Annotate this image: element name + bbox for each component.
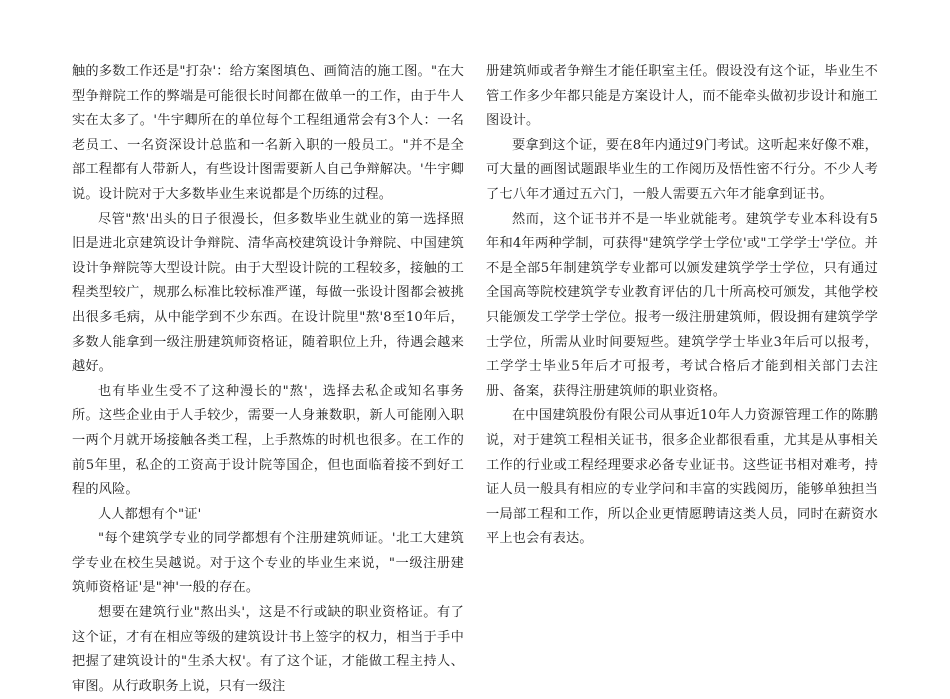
paragraph: 触的多数工作还是"打杂'：给方案图填色、画简洁的施工图。"在大型争辩院工作的弊端是可能很长时间都在做单一的工作，由于牛人实在太多了。'牛宇卿所在的单位每个工程组通常会有3个人：一名老员工、一名资深设计总监和一名新入职的一般员工。"并不是全部工程都有人带新人，有些设计图需要新人自己争辩解决。'牛宇卿说。设计院对于大多数毕业生来说都是个历练的过程。	[72, 64, 464, 202]
right-text-column	[486, 60, 878, 552]
left-text-column	[72, 60, 464, 699]
paragraph: 册建筑师或者争辩生才能任职室主任。假设没有这个证，毕业生不管工作多少年都只能是方案设计人，而不能牵头做初步设计和施工图设计。	[486, 64, 878, 129]
paragraph: 要拿到这个证，要在8年内通过9门考试。这听起来好像不难，可大量的画图试题跟毕业生的工作阅历及悟性密不行分。不少人考了七八年才通过五六门，一般人需要五六年才能拿到证书。	[486, 137, 878, 202]
paragraph: 在中国建筑股份有限公司从事近10年人力资源管理工作的陈鹏说，对于建筑工程相关证书，很多企业都很看重，尤其是从事相关工作的行业或工程经理要求必备专业证书。这些证书相对难考，持证人员一般具有相应的专业学问和丰富的实践阅历，能够单独担当一局部工程和工作，所以企业更情愿聘请这类人员，同时在薪资水平上也会有表达。	[486, 408, 878, 547]
paragraph: 也有毕业生受不了这种漫长的"熬'，选择去私企或知名事务所。这些企业由于人手较少，需要一人身兼数职，新人可能刚入职一两个月就开场接触各类工程，上手熬炼的时机也很多。在工作的前5年里，私企的工资高于设计院等国企，但也面临着接不到好工程的风险。	[72, 383, 464, 498]
section-heading: 人人都想有个"证'	[98, 506, 202, 522]
paragraph: "每个建筑学专业的同学都想有个注册建筑师证。'北工大建筑学专业在校生吴越说。对于这个专业的毕业生来说，"一级注册建筑师资格证'是"神'一般的存在。	[72, 531, 464, 596]
paragraph: 想要在建筑行业"熬出头'，这是不行或缺的职业资格证。有了这个证，才有在相应等级的建筑设计书上签字的权力，相当于手中把握了建筑设计的"生杀大权'。有了这个证，才能做工程主持人、审图。从行政职务上说，只有一级注	[72, 605, 464, 694]
paragraph: 尽管"熬'出头的日子很漫长，但多数毕业生就业的第一选择照旧是进北京建筑设计争辩院、清华高校建筑设计争辩院、中国建筑设计争辩院等大型设计院。由于大型设计院的工程较多，接触的工程类型较广，规那么标准比较标准严谨，每做一张设计图都会被挑出很多毛病，从中能学到不少东西。在设计院里"熬'8至10年后，多数人能拿到一级注册建筑师资格证，随着职位上升，待遇会越来越好。	[72, 211, 464, 375]
paragraph: 然而，这个证书并不是一毕业就能考。建筑学专业本科设有5年和4年两种学制，可获得"建筑学学士学位'或"工学学士'学位。并不是全部5年制建筑学专业都可以颁发建筑学学士学位，只有通过全国高等院校建筑学专业教育评估的几十所高校可颁发，其他学校只能颁发工学学士学位。报考一级注册建筑师，假设拥有建筑学学士学位，所需从业时间要短些。建筑学学士毕业3年后可以报考，工学学士毕业5年后才可报考，考试合格后才能到相关部门去注册、备案，获得注册建筑师的职业资格。	[486, 211, 878, 399]
